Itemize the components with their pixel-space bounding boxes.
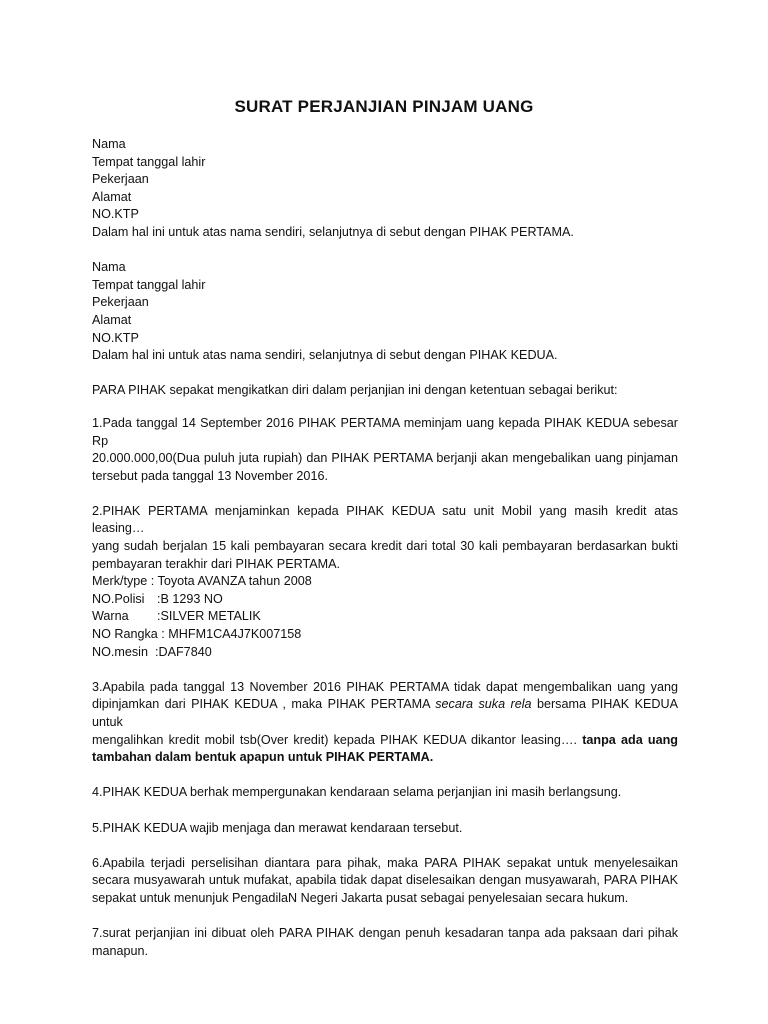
clause-6-line: sepakat untuk menunjuk PengadilaN Negeri Jakarta pusat sebagai penyelesaian secara hukum. [92,890,629,905]
spacer [92,365,678,383]
vehicle-rangka: NO Rangka : MHFM1CA4J7K007158 [92,627,302,642]
party2-pekerjaan-label: Pekerjaan [92,295,149,310]
clause-2 [92,503,678,573]
clause-1-line: tersebut pada tanggal 13 November 2016. [92,468,328,483]
vehicle-warna-value: :SILVER METALIK [157,609,261,624]
party2-ktp-label: NO.KTP [92,330,139,345]
party1-nama-label: Nama [92,137,126,151]
clause-6-line: 6.Apabila terjadi perselisihan diantara para pihak, maka PARA PIHAK sepakat untuk menyelesaikan [92,855,678,870]
document-body [92,136,678,960]
vehicle-polisi-value: :B 1293 NO [157,591,223,606]
clause-3-text: mengalihkan kredit mobil tsb(Over kredit) kepada PIHAK KEDUA dikantor leasing…. [92,732,578,747]
party1-ktp-label: NO.KTP [92,207,139,222]
clause-3-text: dipinjamkan dari PIHAK KEDUA , maka PIHAK PERTAMA [92,697,436,712]
party1-pekerjaan-label: Pekerjaan [92,172,149,187]
vehicle-details [92,573,678,661]
clause-4: 4.PIHAK KEDUA berhak mempergunakan kendaraan selama perjanjian ini masih berlangsung. [92,785,622,800]
spacer [92,485,678,503]
clause-7-line: manapun. [92,943,149,958]
vehicle-polisi-label: NO.Polisi [92,591,145,606]
document-title: SURAT PERJANJIAN PINJAM UANG [234,97,534,116]
clause-3-line: 3.Apabila pada tanggal 13 November 2016 PIHAK PERTAMA tidak dapat mengembalikan uang yang [92,679,678,694]
vehicle-merk: Merk/type : Toyota AVANZA tahun 2008 [92,574,312,589]
spacer [92,802,678,820]
clause-3-text: bersama PIHAK KEDUA untuk [92,697,678,729]
vehicle-mesin-label: NO.mesin [92,644,148,659]
clause-3-emphasis: secara suka rela [435,697,532,712]
clause-3-bold-text: tanpa ada uang [577,732,678,747]
spacer [92,767,678,785]
spacer [92,837,678,855]
clause-6 [92,855,678,908]
clause-1 [92,415,678,485]
clause-3 [92,679,678,767]
party2-alamat-label: Alamat [92,312,132,327]
clause-7 [92,925,678,960]
vehicle-warna [92,608,678,626]
spacer [92,908,678,926]
clause-3-line [92,732,678,750]
clause-3-line [92,696,678,731]
party2-ttl-label: Tempat tanggal lahir [92,277,206,292]
spacer [92,661,678,679]
vehicle-polisi [92,591,678,609]
clause-6-line: secara musyawarah untuk mufakat, apabila tidak dapat diselesaikan dengan musyawarah, PARA PIHAK [92,873,678,888]
clause-1-line: 20.000.000,00(Dua puluh juta rupiah) dan PIHAK PERTAMA berjanji akan mengebalikan uang pinjaman [92,451,678,466]
spacer [92,400,678,415]
vehicle-warna-label: Warna [92,609,129,624]
party2-block [92,259,678,365]
party1-ttl-label: Tempat tanggal lahir [92,154,206,169]
clause-5: 5.PIHAK KEDUA wajib menjaga dan merawat kendaraan tersebut. [92,820,463,835]
party2-statement: Dalam hal ini untuk atas nama sendiri, selanjutnya di sebut dengan PIHAK KEDUA. [92,348,558,363]
intro-paragraph: PARA PIHAK sepakat mengikatkan diri dalam perjanjian ini dengan ketentuan sebagai berikut: [92,383,618,398]
vehicle-mesin [92,644,678,662]
clause-2-line: 2.PIHAK PERTAMA menjaminkan kepada PIHAK KEDUA satu unit Mobil yang masih kredit atas leasing… [92,503,678,536]
clause-2-line: pembayaran terakhir dari PIHAK PERTAMA. [92,556,341,571]
party1-statement: Dalam hal ini untuk atas nama sendiri, selanjutnya di sebut dengan PIHAK PERTAMA. [92,224,574,239]
vehicle-mesin-value: :DAF7840 [155,644,212,659]
clause-1-line: 1.Pada tanggal 14 September 2016 PIHAK PERTAMA meminjam uang kepada PIHAK KEDUA sebesar Rp [92,415,678,448]
party2-nama-label: Nama [92,260,126,275]
spacer [92,242,678,260]
clause-7-line: 7.surat perjanjian ini dibuat oleh PARA PIHAK dengan penuh kesadaran tanpa ada paksaan dari pihak [92,926,678,941]
clause-2-line: yang sudah berjalan 15 kali pembayaran secara kredit dari total 30 kali pembayaran berdasarkan bukti [92,539,678,554]
clause-3-bold-line: tambahan dalam bentuk apapun untuk PIHAK PERTAMA. [92,750,434,765]
party1-block [92,136,678,242]
party1-alamat-label: Alamat [92,189,132,204]
